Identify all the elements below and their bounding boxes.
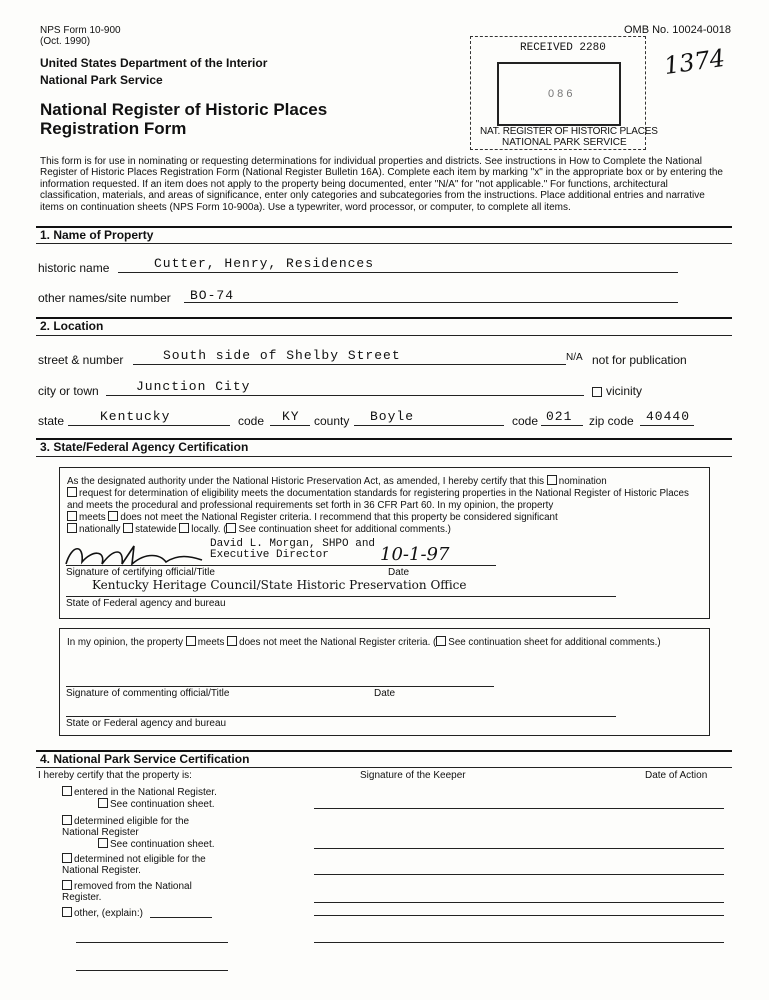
instructions-paragraph: This form is for use in nominating or requesting determinations for individual properties and districts. See instructions in How to Complete the National Register of Historic Places Registration Form (National Register Bulletin 16A). Complete each item by marking "x" in the appropriate box or by entering the information requested. If an item does not apply to the property being documented, enter "N/A" for "not applicable." For functions, architectural classification, materials, and areas of significance, enter only categories and subcategories from the instructions. Place additional entries and narrative items on continuation sheets (NPS Form 10-900a). Use a typewriter, word processor, or computer, to complete all items. xyxy=(40,156,723,213)
zip-label: zip code xyxy=(589,414,634,428)
form-date: (Oct. 1990) xyxy=(40,36,91,47)
nps-removed: removed from the National Register. xyxy=(62,881,192,903)
opinion-continuation-checkbox[interactable] xyxy=(436,636,446,646)
locally-checkbox[interactable] xyxy=(179,523,189,533)
section2-heading: 2. Location xyxy=(40,319,104,333)
date-of-action-label: Date of Action xyxy=(645,770,708,781)
eligible-checkbox[interactable] xyxy=(62,815,72,825)
section2-heading-rule xyxy=(36,335,732,336)
form-number: NPS Form 10-900 xyxy=(40,25,121,36)
keeper-line-3 xyxy=(314,874,724,875)
opinion-text: In my opinion, the property meets does not meet the National Register criteria. ( See continuation sheet for additional comments.) xyxy=(67,637,661,648)
section3-heading: 3. State/Federal Agency Certification xyxy=(40,440,249,454)
signature-line xyxy=(66,565,496,566)
county-label: county xyxy=(314,414,350,428)
not-for-publication-label: not for publication xyxy=(592,353,687,367)
state-value[interactable]: Kentucky xyxy=(100,409,171,424)
stamp-received: RECEIVED 2280 xyxy=(520,42,606,54)
agency-line xyxy=(66,596,616,597)
county-line xyxy=(354,425,504,426)
keeper-line-6 xyxy=(314,942,724,943)
stamp-inner-mark: 0 8 6 xyxy=(548,88,573,100)
zip-value[interactable]: 40440 xyxy=(646,409,691,424)
nps-intro: I hereby certify that the property is: xyxy=(38,770,192,781)
comment-agency-line xyxy=(66,716,616,717)
nomination-checkbox[interactable] xyxy=(547,475,557,485)
state-code-value[interactable]: KY xyxy=(282,409,300,424)
section1-heading-rule xyxy=(36,243,732,244)
county-code-label: code xyxy=(512,414,539,428)
comment-date-label: Date xyxy=(374,688,396,699)
signature-date: 10-1-97 xyxy=(380,544,450,565)
nps-entered: entered in the National Register. xyxy=(62,786,222,798)
keeper-line-1 xyxy=(314,808,724,809)
comment-signature-label: Signature of commenting official/Title xyxy=(66,688,230,699)
county-value[interactable]: Boyle xyxy=(370,409,415,424)
vicinity-checkbox[interactable] xyxy=(592,383,604,401)
state-label: state xyxy=(38,414,65,428)
signer-name: David L. Morgan, SHPO and xyxy=(210,538,376,550)
city-line xyxy=(106,395,584,396)
signature-date-label: Date xyxy=(388,567,410,578)
signature-label: Signature of certifying official/Title xyxy=(66,567,215,578)
city-label: city or town xyxy=(38,384,99,398)
keeper-line-5 xyxy=(314,915,724,916)
county-code-value[interactable]: 021 xyxy=(546,409,573,424)
keeper-line-4 xyxy=(314,902,724,903)
nationally-checkbox[interactable] xyxy=(67,523,77,533)
state-code-label: code xyxy=(238,414,265,428)
state-code-line xyxy=(270,425,310,426)
section4-heading-rule xyxy=(36,767,732,768)
agency-value: Kentucky Heritage Council/State Historic Preservation Office xyxy=(92,578,467,592)
opinion-meets-checkbox[interactable] xyxy=(186,636,196,646)
keeper-line-2 xyxy=(314,848,724,849)
historic-name-line xyxy=(118,272,678,273)
request-checkbox[interactable] xyxy=(67,487,77,497)
state-line xyxy=(68,425,230,426)
signer-title: Executive Director xyxy=(210,549,329,561)
section4-heading: 4. National Park Service Certification xyxy=(40,752,250,766)
nps-entered-continuation: See continuation sheet. xyxy=(98,798,258,810)
other-explain-line xyxy=(150,917,212,918)
vicinity-label: vicinity xyxy=(606,384,643,398)
zip-line xyxy=(640,425,694,426)
cert-continuation-checkbox[interactable] xyxy=(226,523,236,533)
entered-continuation-checkbox[interactable] xyxy=(98,798,108,808)
street-line xyxy=(133,364,566,365)
form-subtitle: Registration Form xyxy=(40,119,187,138)
section1-heading: 1. Name of Property xyxy=(40,228,154,242)
meets-checkbox[interactable] xyxy=(67,511,77,521)
certification-text: As the designated authority under the National Historic Preservation Act, as amended, I hereby certify that this nomination request for determination of eligibility meets the documentation standards for registering properties in the National Register of Historic Places and meets the procedural and professional requirements set forth in 36 CFR Part 60. In my opinion, the property meets does not meet the National Register criteria. I recommend that this property be considered significant nationally statewide locally. ( See continuation sheet for additional comments.) xyxy=(67,476,689,536)
agency-label: State of Federal agency and bureau xyxy=(66,598,226,609)
nps-eligible: determined eligible for the National Register xyxy=(62,816,190,838)
other-extra-line-1 xyxy=(76,942,228,943)
does-not-meet-checkbox[interactable] xyxy=(108,511,118,521)
other-names-line xyxy=(184,302,678,303)
nps-not-eligible: determined not eligible for the National Register. xyxy=(62,854,206,876)
city-value[interactable]: Junction City xyxy=(136,379,251,394)
nps-eligible-continuation: See continuation sheet. xyxy=(98,838,258,850)
form-title: National Register of Historic Places xyxy=(40,100,328,119)
historic-name-label: historic name xyxy=(38,261,110,275)
removed-checkbox[interactable] xyxy=(62,880,72,890)
historic-name-value[interactable]: Cutter, Henry, Residences xyxy=(154,256,375,271)
service: National Park Service xyxy=(40,73,163,87)
comment-signature-line xyxy=(66,686,494,687)
entered-checkbox[interactable] xyxy=(62,786,72,796)
omb-number: OMB No. 10024-0018 xyxy=(624,24,732,36)
county-code-line xyxy=(541,425,583,426)
stamp-line2: NATIONAL PARK SERVICE xyxy=(502,137,627,148)
nps-other: other, (explain:) xyxy=(62,907,222,919)
stamp-line1: NAT. REGISTER OF HISTORIC PLACES xyxy=(480,126,658,137)
opinion-does-not-meet-checkbox[interactable] xyxy=(227,636,237,646)
other-names-value[interactable]: BO-74 xyxy=(190,288,235,303)
comment-agency-label: State or Federal agency and bureau xyxy=(66,718,227,729)
street-label: street & number xyxy=(38,353,124,367)
street-value[interactable]: South side of Shelby Street xyxy=(163,348,401,363)
not-for-publication-na: N/A xyxy=(566,352,583,363)
handwritten-number: 1374 xyxy=(662,43,727,81)
other-checkbox[interactable] xyxy=(62,907,72,917)
section3-heading-rule xyxy=(36,456,732,457)
other-extra-line-2 xyxy=(76,970,228,971)
department: United States Department of the Interior xyxy=(40,56,268,70)
statewide-checkbox[interactable] xyxy=(123,523,133,533)
section2-top-rule xyxy=(36,317,732,319)
keeper-label: Signature of the Keeper xyxy=(360,770,466,781)
other-names-label: other names/site number xyxy=(38,291,171,305)
not-eligible-checkbox[interactable] xyxy=(62,853,72,863)
eligible-continuation-checkbox[interactable] xyxy=(98,838,108,848)
